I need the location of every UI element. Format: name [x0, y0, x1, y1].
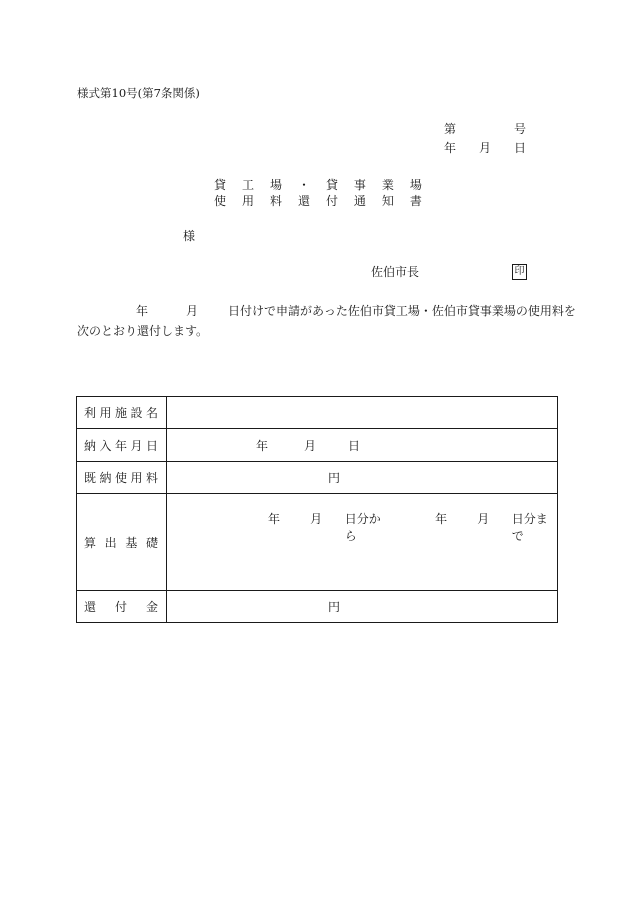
title-char: 書: [409, 194, 422, 208]
label-char: 納: [99, 471, 112, 485]
label-char: 利: [84, 406, 97, 420]
label-char: 使: [114, 471, 127, 485]
to-year: 年: [435, 512, 448, 526]
title-char: 付: [325, 194, 338, 208]
paid-fee-unit: 円: [328, 471, 341, 485]
title-char: 通: [353, 194, 366, 208]
title-line-2: [214, 194, 422, 208]
label-char: 付: [114, 600, 127, 614]
payment-year: 年: [256, 438, 269, 453]
payment-day: 日: [348, 438, 361, 453]
label-char: 年: [114, 438, 127, 453]
label-char: 基: [125, 535, 138, 550]
doc-date-month: 月: [478, 141, 491, 155]
row-label-payment-date: [77, 429, 167, 462]
label-char: 礎: [145, 535, 158, 550]
label-char: 入: [99, 438, 112, 453]
body-month: 月: [186, 304, 199, 318]
doc-date-year: 年: [444, 141, 457, 155]
payment-date-cell[interactable]: [167, 429, 558, 462]
label-char: 用: [99, 406, 112, 420]
title-char: ・: [297, 178, 310, 192]
body-text-line-1: [136, 304, 576, 318]
title-char: 知: [381, 194, 394, 208]
addressee-suffix: 様: [183, 229, 196, 243]
label-char: 既: [84, 471, 97, 485]
body-year: 年: [136, 304, 149, 318]
label-char: 施: [114, 406, 127, 420]
label-char: 設: [130, 406, 143, 420]
label-char: 算: [84, 535, 97, 550]
row-label-refund-amount: [77, 591, 167, 623]
table-row: [77, 591, 558, 623]
table-row: [77, 494, 558, 591]
facility-name-cell[interactable]: [167, 397, 558, 429]
issuer-name: 佐伯市長: [371, 265, 420, 279]
seal-stamp: 印: [512, 264, 527, 280]
document-number: [444, 122, 526, 136]
document-date: [444, 141, 526, 155]
title-char: 業: [381, 178, 394, 192]
title-char: 場: [409, 178, 422, 192]
refund-info-table: [76, 396, 558, 623]
from-day: 日分から: [344, 512, 381, 543]
row-label-facility: [77, 397, 167, 429]
title-char: 場: [269, 178, 282, 192]
body-text-line-2: 次のとおり還付します。: [77, 324, 209, 338]
row-label-calculation-basis: [77, 494, 167, 591]
from-year: 年: [268, 512, 281, 526]
body-text: 日付けで申請があった佐伯市貸工場・佐伯市貸事業場の使用料を: [228, 304, 576, 318]
refund-amount-unit: 円: [328, 600, 341, 614]
table-row: [77, 429, 558, 462]
label-char: 月: [130, 438, 143, 453]
label-char: 料: [145, 471, 158, 485]
row-label-paid-fee: [77, 462, 167, 494]
title-char: 貸: [214, 178, 227, 192]
form-number: 様式第10号(第7条関係): [77, 86, 200, 100]
payment-month: 月: [304, 438, 317, 453]
label-char: 還: [84, 600, 97, 614]
from-month: 月: [310, 512, 323, 526]
title-line-1: [214, 178, 422, 192]
label-char: 用: [130, 471, 143, 485]
label-char: 日: [145, 438, 158, 453]
title-char: 還: [297, 194, 310, 208]
period-line: [268, 510, 557, 544]
label-char: 納: [84, 438, 97, 453]
title-char: 使: [214, 194, 227, 208]
label-char: 名: [145, 406, 158, 420]
label-char: 金: [145, 600, 158, 614]
doc-number-prefix: 第: [444, 122, 457, 136]
title-char: 工: [241, 178, 254, 192]
doc-number-suffix: 号: [513, 122, 526, 136]
label-char: 出: [104, 535, 117, 550]
title-char: 貸: [325, 178, 338, 192]
to-day: 日分まで: [511, 512, 548, 543]
calculation-basis-cell[interactable]: [167, 494, 558, 591]
refund-amount-cell[interactable]: [167, 591, 558, 623]
title-char: 料: [269, 194, 282, 208]
title-char: 事: [353, 178, 366, 192]
doc-date-day: 日: [513, 141, 526, 155]
table-row: [77, 462, 558, 494]
paid-fee-cell[interactable]: [167, 462, 558, 494]
table-row: [77, 397, 558, 429]
to-month: 月: [477, 512, 490, 526]
title-char: 用: [241, 194, 254, 208]
